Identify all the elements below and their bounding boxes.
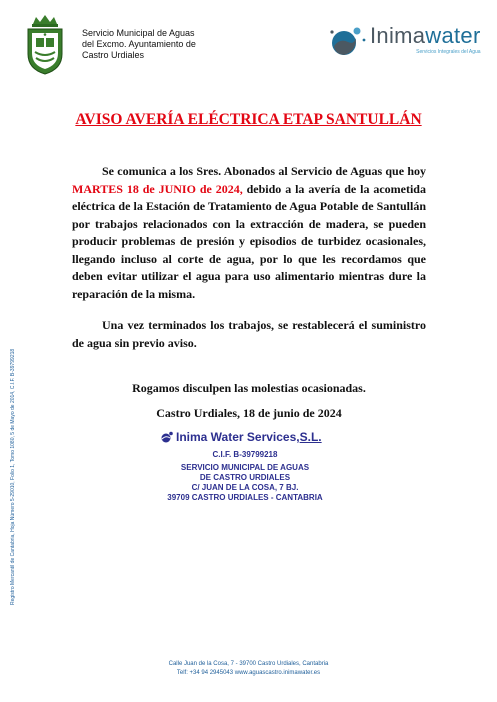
stamp-service-line-1: SERVICIO MUNICIPAL DE AGUAS bbox=[180, 463, 310, 472]
notice-paragraph-2 bbox=[72, 317, 426, 352]
brand-name-part2: water bbox=[425, 23, 481, 48]
brand-name bbox=[370, 24, 481, 48]
footer-contact: Telf: +34 94 2945043 www.aguascastro.inimawater.es bbox=[176, 670, 321, 676]
org-line-3: Castro Urdiales bbox=[82, 50, 145, 60]
stamp-logo-icon bbox=[160, 431, 174, 443]
paragraph-1-rest: debido a la avería de la acometida eléctrica de la Estación de Tratamiento de Agua Potable de Santullán por trabajos relacionados con la extracción de madera, se pueden producir problemas de presión y episodios de turbidez ocasionales, llegando incluso al corte de agua, por lo que les recordamos que deben evitar utilizar el agua para uso alimentario mientras dure la reparación de la misma. bbox=[72, 181, 426, 301]
closing-line: Rogamos disculpen las molestias ocasionadas. bbox=[132, 381, 366, 395]
registry-note: Registro Mercantil de Cantabria, Hoja Número 5-29010, Folio 1, Tomo 1080, 5 de Mayo de 2014, C.I.F. B-39799218 bbox=[10, 348, 16, 605]
notice-title: AVISO AVERÍA ELÉCTRICA ETAP SANTULLÁN bbox=[75, 111, 422, 128]
org-line-1: Servicio Municipal de Aguas bbox=[82, 28, 195, 38]
footer-address: Calle Juan de la Cosa, 7 - 39700 Castro Urdiales, Cantabria bbox=[168, 661, 329, 667]
organization-name bbox=[82, 28, 196, 61]
stamp-company bbox=[160, 430, 330, 444]
paragraph-1-date-highlight: MARTES 18 de JUNIO de 2024, bbox=[72, 181, 243, 196]
header-organization bbox=[22, 14, 196, 76]
footer bbox=[0, 660, 497, 678]
org-line-2: del Excmo. Ayuntamiento de bbox=[82, 39, 196, 49]
company-stamp bbox=[160, 430, 330, 503]
stamp-company-part1: Inima Water Services, bbox=[176, 430, 300, 444]
stamp-address-line-1: C/ JUAN DE LA COSA, 7 BJ. bbox=[191, 483, 299, 492]
notice-paragraph-1 bbox=[72, 163, 426, 303]
paragraph-2-text: Una vez terminados los trabajos, se restablecerá el suministro de agua sin previo aviso. bbox=[72, 318, 426, 350]
stamp-cif: C.I.F. B-39799218 bbox=[212, 450, 278, 459]
place-date: Castro Urdiales, 18 de junio de 2024 bbox=[156, 406, 342, 420]
inimawater-logo bbox=[326, 24, 481, 58]
inimawater-logo-icon bbox=[326, 24, 368, 58]
brand-name-part1: Inima bbox=[370, 23, 426, 48]
stamp-service-line-2: DE CASTRO URDIALES bbox=[199, 473, 291, 482]
stamp-company-part2: S.L. bbox=[299, 430, 322, 444]
stamp-address-line-2: 39709 CASTRO URDIALES - CANTABRIA bbox=[167, 493, 323, 502]
paragraph-1-lead: Se comunica a los Sres. Abonados al Servicio de Aguas que hoy bbox=[102, 164, 426, 178]
crest-icon bbox=[22, 14, 68, 76]
brand-tagline: Servicios Integrales del Agua bbox=[416, 49, 481, 55]
